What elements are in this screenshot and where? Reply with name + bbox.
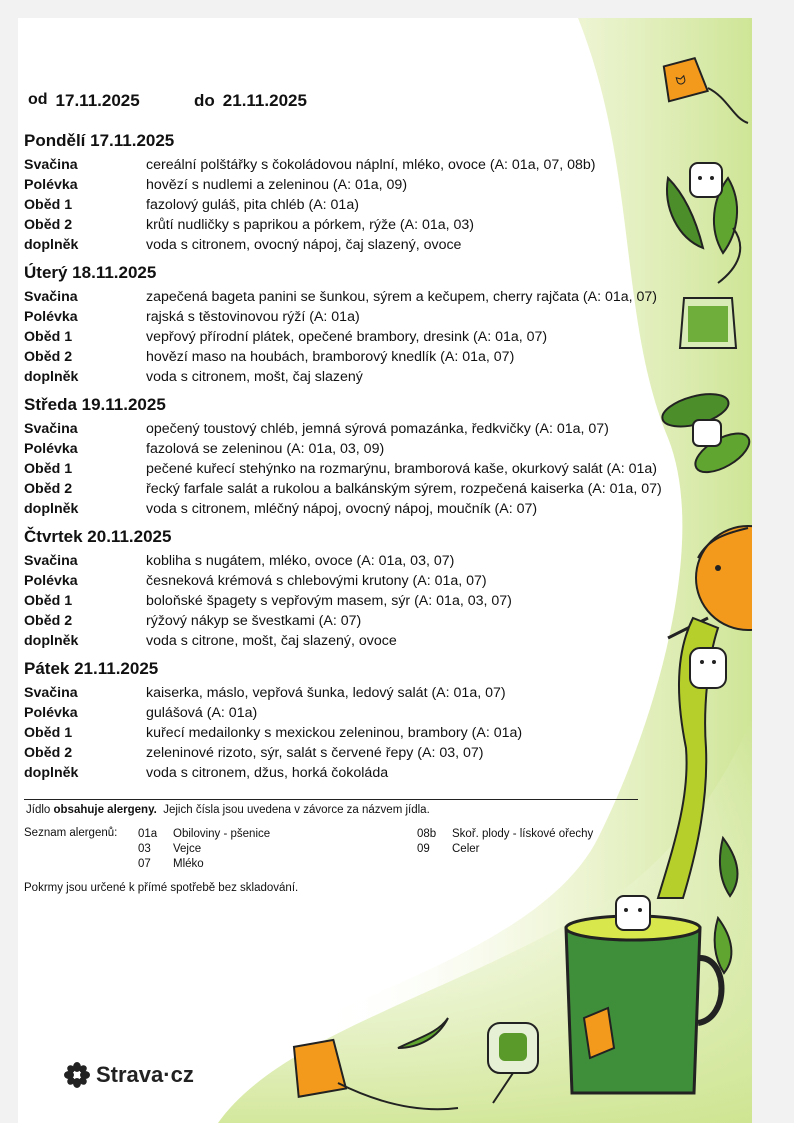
meal-dish: voda s citronem, mléčný nápoj, ovocný nápoj, moučník (A: 07) (146, 501, 538, 517)
allergen-name: Obiloviny - pšenice (173, 828, 271, 840)
menu-row (24, 195, 744, 215)
meal-type: doplněk (24, 369, 79, 385)
menu-row (24, 347, 744, 367)
menu-row (24, 327, 744, 347)
meal-type: doplněk (24, 633, 79, 649)
meal-dish: fazolový guláš, pita chléb (A: 01a) (146, 197, 359, 213)
menu-row (24, 215, 744, 235)
meal-dish: gulášová (A: 01a) (146, 705, 258, 721)
menu-row (24, 307, 744, 327)
period-to (194, 91, 307, 111)
brand-logo (64, 1062, 194, 1088)
menu-row (24, 367, 744, 387)
meal-type: Polévka (24, 177, 78, 193)
meal-type: Polévka (24, 573, 78, 589)
meal-dish: voda s citronem, džus, horká čokoláda (146, 765, 389, 781)
menu-row (24, 611, 744, 631)
allergen-item (138, 857, 270, 872)
meal-type: doplněk (24, 501, 79, 517)
allergen-code: 08b (417, 828, 437, 840)
meal-dish: rýžový nákyp se švestkami (A: 07) (146, 613, 362, 629)
meal-type: Oběd 2 (24, 349, 73, 365)
period-from-label: od (28, 91, 48, 108)
day-title: Pondělí 17.11.2025 (24, 131, 175, 150)
meal-type: Oběd 1 (24, 329, 73, 345)
day-wednesday (24, 395, 744, 519)
menu-row (24, 459, 744, 479)
period-to-date: 21.11.2025 (222, 91, 307, 110)
legend-prefix: Jídlo (26, 804, 54, 816)
meal-dish: vepřový přírodní plátek, opečené brambory, dresink (A: 01a, 07) (146, 329, 548, 345)
meal-dish: fazolová se zeleninou (A: 01a, 03, 09) (146, 441, 385, 457)
day-title: Pátek 21.11.2025 (24, 659, 159, 678)
meal-type: Svačina (24, 685, 78, 701)
day-title: Středa 19.11.2025 (24, 395, 166, 414)
menu-row (24, 591, 744, 611)
day-title: Čtvrtek 20.11.2025 (24, 527, 172, 546)
meal-dish: pečené kuřecí stehýnko na rozmarýnu, bramborová kaše, okurkový salát (A: 01a) (146, 461, 657, 477)
period-from-date: 17.11.2025 (55, 91, 140, 110)
svg-text:ᗢ: ᗢ (674, 72, 688, 89)
allergen-legend (26, 804, 430, 816)
meal-dish: boloňské špagety s vepřovým masem, sýr (A: 01a, 03, 07) (146, 593, 512, 609)
menu-row (24, 703, 744, 723)
meal-dish: voda s citronem, ovocný nápoj, čaj slazený, ovoce (146, 237, 462, 253)
meal-type: Oběd 1 (24, 461, 73, 477)
allergen-list-title: Seznam alergenů: (24, 827, 118, 839)
meal-dish: voda s citronem, mošt, čaj slazený (146, 369, 363, 385)
allergen-column-1 (138, 827, 270, 872)
meal-dish: hovězí maso na houbách, bramborový knedlík (A: 01a, 07) (146, 349, 515, 365)
allergen-code: 03 (138, 843, 151, 855)
meal-type: Svačina (24, 157, 78, 173)
menu-row (24, 155, 744, 175)
meal-type: Polévka (24, 441, 78, 457)
meal-type: Svačina (24, 421, 78, 437)
meal-type: Oběd 1 (24, 593, 73, 609)
legend-suffix: Jejich čísla jsou uvedena v závorce za názvem jídla. (156, 804, 430, 816)
allergen-item (417, 827, 593, 842)
meal-type: doplněk (24, 237, 79, 253)
meal-type: Oběd 2 (24, 217, 73, 233)
meal-dish: kuřecí medailonky s mexickou zeleninou, brambory (A: 01a) (146, 725, 523, 741)
brand-name: Strava·cz (96, 1062, 194, 1087)
menu-page (18, 18, 752, 1123)
menu-row (24, 499, 744, 519)
flower-logo-icon (64, 1062, 90, 1088)
allergen-name: Celer (452, 843, 480, 855)
menu-row (24, 571, 744, 591)
meal-dish: zeleninové rizoto, sýr, salát s červené řepy (A: 03, 07) (146, 745, 484, 761)
menu-row (24, 683, 744, 703)
day-monday (24, 131, 744, 255)
meal-dish: cereální polštářky s čokoládovou náplní, mléko, ovoce (A: 01a, 07, 08b) (146, 157, 596, 173)
meal-type: Oběd 2 (24, 481, 73, 497)
meal-dish: řecký farfale salát a rukolou a balkánským sýrem, rozpečená kaiserka (A: 01a, 07) (146, 481, 662, 497)
menu-row (24, 479, 744, 499)
menu-row (24, 175, 744, 195)
day-friday (24, 659, 744, 783)
meal-dish: kobliha s nugátem, mléko, ovoce (A: 01a, 03, 07) (146, 553, 455, 569)
allergen-name: Mléko (173, 858, 204, 870)
menu-row (24, 439, 744, 459)
allergen-code: 09 (417, 843, 430, 855)
meal-type: Polévka (24, 309, 78, 325)
meal-dish: krůtí nudličky s paprikou a pórkem, rýže (A: 01a, 03) (146, 217, 475, 233)
meal-type: doplněk (24, 765, 79, 781)
meal-dish: rajská s těstovinovou rýží (A: 01a) (146, 309, 360, 325)
meal-type: Oběd 2 (24, 745, 73, 761)
allergen-item (138, 842, 270, 857)
day-tuesday (24, 263, 744, 387)
meal-type: Oběd 1 (24, 725, 73, 741)
allergen-code: 01a (138, 828, 158, 840)
day-thursday (24, 527, 744, 651)
allergen-item (138, 827, 270, 842)
menu-row (24, 551, 744, 571)
allergen-column-2 (417, 827, 593, 857)
allergen-code: 07 (138, 858, 151, 870)
meal-type: Svačina (24, 553, 78, 569)
menu-row (24, 723, 744, 743)
menu-row (24, 419, 744, 439)
meal-type: Oběd 2 (24, 613, 73, 629)
storage-note: Pokrmy jsou určené k přímé spotřebě bez skladování. (24, 882, 299, 894)
meal-dish: zapečená bageta panini se šunkou, sýrem a kečupem, cherry rajčata (A: 01a, 07) (146, 289, 658, 305)
menu-row (24, 631, 744, 651)
allergen-name: Skoř. plody - lískové ořechy (452, 828, 594, 840)
menu-row (24, 235, 744, 255)
meal-dish: voda s citrone, mošt, čaj slazený, ovoce (146, 633, 397, 649)
meal-dish: kaiserka, máslo, vepřová šunka, ledový salát (A: 01a, 07) (146, 685, 506, 701)
day-title: Úterý 18.11.2025 (24, 263, 157, 282)
period-from (28, 91, 140, 111)
meal-type: Polévka (24, 705, 78, 721)
meal-dish: hovězí s nudlemi a zeleninou (A: 01a, 09) (146, 177, 408, 193)
divider (24, 799, 638, 800)
legend-bold: obsahuje alergeny. (53, 804, 157, 816)
menu-row (24, 287, 744, 307)
menu-days (24, 131, 744, 791)
meal-type: Oběd 1 (24, 197, 73, 213)
meal-dish: česneková krémová s chlebovými krutony (A: 01a, 07) (146, 573, 487, 589)
menu-row (24, 743, 744, 763)
meal-type: Svačina (24, 289, 78, 305)
allergen-item (417, 842, 593, 857)
meal-dish: opečený toustový chléb, jemná sýrová pomazánka, ředkvičky (A: 01a, 07) (146, 421, 609, 437)
menu-row (24, 763, 744, 783)
allergen-name: Vejce (173, 843, 202, 855)
period-to-label: do (194, 91, 215, 110)
